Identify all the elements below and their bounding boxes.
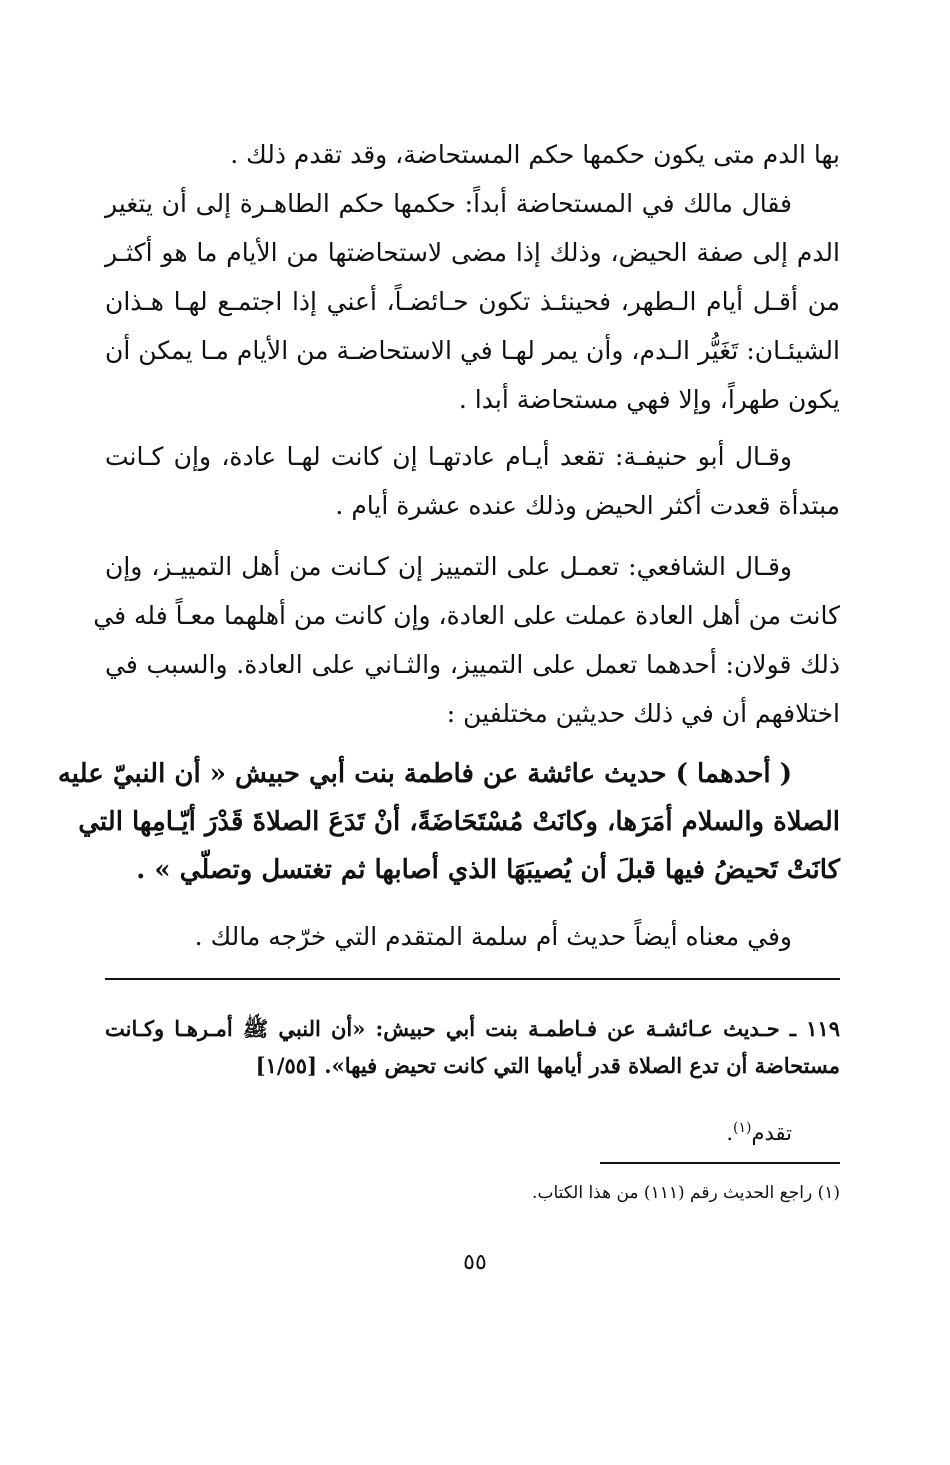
text-line: وقـال الشافعي: تعمـل على التمييز إن كـانت من أهل التمييـز، وإن (105, 552, 792, 581)
text-line (105, 1110, 792, 1152)
section-divider (105, 978, 840, 980)
footnote-text: (١) راجع الحديث رقم (١١١) من هذا الكتاب. (532, 1183, 840, 1203)
page-number: ٥٥ (463, 1250, 487, 1275)
text-line: يكون طهراً، وإلا فهي مستحاضة أبدا . (458, 385, 840, 414)
paragraph-shafii (93, 542, 840, 738)
note-status-period: . (726, 1121, 734, 1145)
text-line: الدم إلى صفة الحيض، وذلك إذا مضى لاستحاضتها من الأيام ما هو أكثـر (105, 238, 840, 267)
paragraph-closing (105, 912, 840, 961)
footnote-divider (600, 1162, 840, 1164)
text-line: مستحاضة أن تدع الصلاة قدر أيامها التي كانت تحيض فيها». [١/٥٥] (255, 1053, 840, 1078)
text-line: فقال مالك في المستحاضة أبداً: حكمها حكم الطاهـرة إلى أن يتغير (105, 189, 792, 218)
footnote (105, 1180, 840, 1206)
hadith-block (57, 750, 840, 894)
note-119 (105, 1010, 840, 1084)
text-line: ١١٩ ـ حـديث عـائشـة عن فـاطمـة بنت أبي حبيش: «أن النبي ﷺ أمـرهـا وكـانت (105, 1016, 840, 1041)
text-line: الشيئـان: تَغَيُّر الـدم، وأن يمر لهـا في الاستحاضـة من الأيام مـا يمكن أن (105, 336, 840, 365)
text-line: ذلك قولان: أحدهما تعمل على التمييز، والثـاني على العادة. والسبب في (105, 650, 840, 679)
text-line: مبتدأة قعدت أكثر الحيض وذلك عنده عشرة أيام . (335, 491, 840, 520)
text-line: وقـال أبو حنيفـة: تقعد أيـام عادتهـا إن كانت لهـا عادة، وإن كـانت (105, 442, 792, 471)
footnote-ref: (١) (733, 1120, 752, 1136)
text-line: كانت من أهل العادة عملت على العادة، وإن كانت من أهلهما معـاً فله في (93, 601, 840, 630)
paragraph-malik (105, 179, 840, 424)
text-line: ( أحدهما ) حديث عائشة عن فاطمة بنت أبي حبيش « أن النبيّ عليه (57, 759, 792, 789)
text-line: اختلافهم أن في ذلك حديثين مختلفين : (446, 699, 840, 728)
paragraph-abu-hanifa (105, 432, 840, 530)
note-status (105, 1110, 840, 1152)
text-line: بها الدم متى يكون حكمها حكم المستحاضة، وقد تقدم ذلك . (230, 140, 840, 169)
text-line: الصلاة والسلام أمَرَها، وكانَتْ مُسْتَحَاضَةً، أنْ تَدَعَ الصلاةَ قَدْرَ أيّـامِها التي (78, 807, 840, 837)
note-status-text: تقدم (751, 1121, 792, 1145)
text-line: من أقـل أيام الـطهر، فحينئـذ تكون حـائضـاً، أعني إذا اجتمـع لهـا هـذان (105, 287, 840, 316)
text-line: كانَتْ تَحيضُ فيها قبلَ أن يُصيبَهَا الذي أصابها ثم تغتسل وتصلّي » . (136, 855, 840, 885)
text-line: وفي معناه أيضاً حديث أم سلمة المتقدم التي خرّجه مالك . (194, 922, 792, 951)
paragraph-continuation (105, 130, 840, 179)
